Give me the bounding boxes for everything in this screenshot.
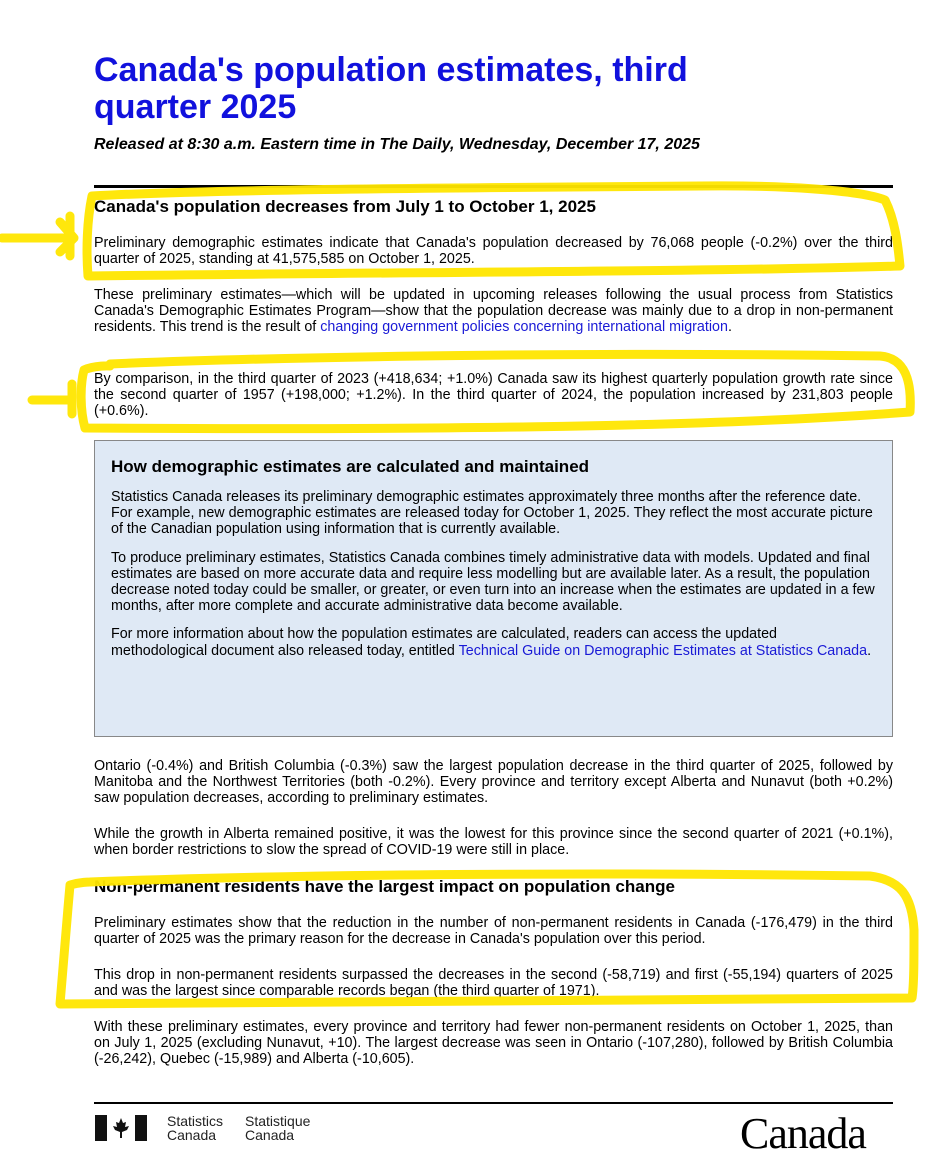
link-government-policies[interactable]: changing government policies concerning international migration (320, 319, 728, 336)
paragraph-population-decrease: Preliminary demographic estimates indicate that Canada's population decreased by 76,068 people (-0.2%) over the third quarter of 2025, standing at 41,575,585 on October 1, 2025. (94, 235, 893, 268)
section-heading-non-permanent-residents: Non-permanent residents have the largest impact on population change (94, 877, 675, 896)
info-box-paragraph: Statistics Canada releases its preliminary demographic estimates approximately three months after the reference date. For example, new demographic estimates are released today for October 1, 2025. They reflect the most accurate picture of the Canadian population using information that is currently available. (111, 489, 873, 538)
paragraph-npr-drop: This drop in non-permanent residents surpassed the decreases in the second (-58,719) and first (-55,194) quarters of 2025 and was the largest since comparable records began (the third quarter of 1971). (94, 967, 893, 1000)
section-heading-population-decrease: Canada's population decreases from July 1 to October 1, 2025 (94, 197, 596, 216)
page-title: Canada's population estimates, third quarter 2025 (94, 51, 688, 126)
info-box-heading: How demographic estimates are calculated and maintained (111, 457, 590, 476)
text: These preliminary estimates—which will be updated in upcoming releases following the usual process from Statistics Canada's Demographic Estimates Program—show that the population decrease was mainly due to a drop in non-permanent residents. This trend is the result of (94, 287, 893, 336)
paragraph-preliminary-estimates (94, 287, 893, 336)
info-box-paragraph: To produce preliminary estimates, Statistics Canada combines timely administrative data with models. Updated and final estimates are based on more accurate data and require less modelling but are available later. As a result, the population decrease noted today could be smaller, or greater, or even turn into an increase when the estimates are updated in a few months, after more complete and accurate administrative data become available. (111, 549, 875, 615)
text: . (867, 642, 872, 659)
canada-flag-icon (95, 1114, 147, 1142)
arrow-1 (2, 216, 74, 256)
statcan-en (167, 1114, 223, 1142)
paragraph-npr-provinces: With these preliminary estimates, every province and territory had fewer non-permanent residents on October 1, 2025, than on July 1, 2025 (excluding Nunavut, +10). The largest decrease was seen in Ontario (-107,280), followed by British Columbia (-26,242), Quebec (-15,989) and Alberta (-10,605). (94, 1019, 893, 1068)
link-technical-guide[interactable]: Technical Guide on Demographic Estimates at Statistics Canada (458, 642, 868, 659)
statcan-signature (95, 1114, 310, 1142)
footer-divider (94, 1102, 893, 1104)
canada-wordmark: Canada (740, 1109, 866, 1158)
text: Statistique (245, 1113, 311, 1129)
header-divider (94, 185, 893, 188)
statcan-fr (245, 1114, 310, 1142)
info-box-paragraph (111, 626, 876, 658)
paragraph-comparison: By comparison, in the third quarter of 2023 (+418,634; +1.0%) Canada saw its highest quarterly population growth rate since the second quarter of 1957 (+198,000; +1.2%). In the third quarter of 2024, the population increased by 231,803 people (+0.6%). (94, 371, 893, 420)
release-info: Released at 8:30 a.m. Eastern time in The Daily, Wednesday, December 17, 2025 (94, 136, 700, 153)
paragraph-provinces: Ontario (-0.4%) and British Columbia (-0.3%) saw the largest population decrease in the third quarter of 2025, followed by Manitoba and the Northwest Territories (both -0.2%). Every province and territory except Alberta and Nunavut (both +0.2%) saw population decreases, according to preliminary estimates. (94, 758, 893, 807)
text: For more information about how the population estimates are calculated, readers can access the updated methodological document also released today, entitled (111, 626, 777, 659)
info-box (94, 440, 893, 737)
paragraph-alberta: While the growth in Alberta remained positive, it was the lowest for this province since the second quarter of 2021 (+0.1%), when border restrictions to slow the spread of COVID-19 were still in place. (94, 826, 893, 859)
text: . (727, 319, 732, 336)
text: Canada (167, 1127, 217, 1143)
text: Canada (245, 1127, 295, 1143)
text: Statistics (167, 1113, 224, 1129)
arrow-2 (32, 384, 72, 414)
paragraph-npr-reduction: Preliminary estimates show that the reduction in the number of non-permanent residents in Canada (-176,479) in the third quarter of 2025 was the primary reason for the decrease in Canada's population over this period. (94, 915, 893, 948)
